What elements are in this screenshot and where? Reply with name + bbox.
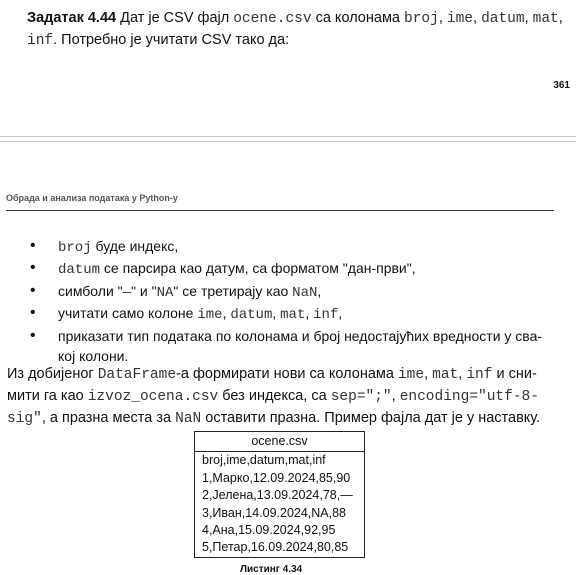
- running-header: Обрада и анализа података у Python-у: [6, 193, 178, 203]
- export-instructions: Из добијеног DataFrame-а формирати нови са колонама ime, mat, inf и сни-мити га као izvoz_ocena.csv без индекса, са sep=";", encoding="utf-8-sig", а празна места за NaN оставити празна. Пример фајла дат је у наставку.: [7, 366, 541, 427]
- list-item: • симболи "—" и "NA" се третирају као NaN,: [30, 281, 552, 303]
- csv-row: 1,Марко,12.09.2024,85,90: [195, 470, 365, 487]
- task-label: Задатак 4.44: [27, 10, 117, 26]
- list-item: • broj буде индекс,: [30, 236, 552, 258]
- requirements-list: [30, 236, 552, 366]
- page-divider: [0, 141, 576, 142]
- list-item: • приказати тип података по колонама и број недостајућих вредности у сва-кој колони.: [30, 326, 552, 367]
- page-number: 361: [553, 80, 570, 91]
- csv-row: 2,Јелена,13.09.2024,78,—: [195, 487, 365, 504]
- csv-box-title: ocene.csv: [195, 432, 365, 452]
- task-statement: Задатак 4.44 Дат је CSV фајл ocene.csv са колонама broj, ime, datum, mat, inf. Потребно је учитати CSV тако да:: [27, 10, 563, 49]
- page-divider: [0, 136, 576, 137]
- header-rule: [6, 210, 554, 211]
- file-name: ocene.csv: [233, 11, 312, 27]
- csv-row: 5,Петар,16.09.2024,80,85: [195, 539, 365, 557]
- csv-row: 4,Ана,15.09.2024,92,95: [195, 522, 365, 539]
- csv-example-box: [194, 431, 365, 558]
- list-item: • datum се парсира као датум, са форматом "дан-први",: [30, 258, 552, 280]
- listing-caption: Листинг 4.34: [240, 564, 303, 575]
- csv-row: 3,Иван,14.09.2024,NA,88: [195, 505, 365, 522]
- list-item: • учитати само колоне ime, datum, mat, inf,: [30, 303, 552, 325]
- csv-row: broj,ime,datum,mat,inf: [195, 452, 365, 470]
